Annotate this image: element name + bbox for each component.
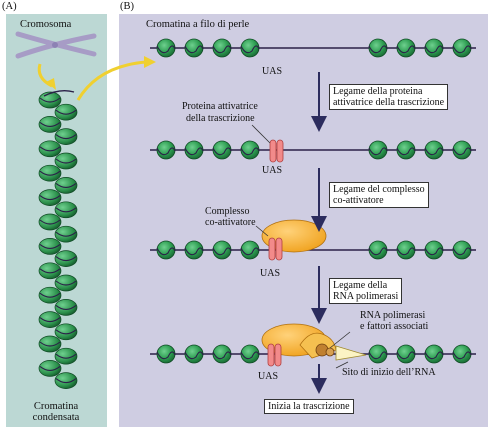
coactivator-complex-stage-3: [262, 220, 326, 260]
nucleosome: [425, 39, 443, 57]
activator-label-line-1: Proteina attivatrice: [182, 101, 258, 112]
nucleosome: [185, 345, 203, 363]
polymerase-label-line-2: e fattori associati: [360, 321, 429, 332]
nucleosome: [397, 39, 415, 57]
step-2-line-2: co-attivatore: [333, 195, 384, 206]
nucleosome: [241, 345, 259, 363]
nucleosome: [213, 141, 231, 159]
step-3-line-2: RNA polimerasi: [333, 291, 399, 302]
nucleosome: [369, 241, 387, 259]
nucleosome: [397, 141, 415, 159]
uas-label-2: UAS: [262, 165, 283, 176]
step-3-box: [329, 278, 402, 304]
nucleosome: [369, 39, 387, 57]
activator-label-line-2: della trascrizione: [186, 113, 255, 124]
condensed-label-line-1: Cromatina: [33, 401, 79, 412]
nucleosome: [157, 345, 175, 363]
panel-b-label: (B): [120, 1, 134, 12]
activator-protein-stage-2: [270, 140, 283, 162]
uas-label-3: UAS: [260, 268, 281, 279]
nucleosome: [213, 345, 231, 363]
step-1-line-1: Legame della proteina: [333, 86, 423, 97]
nucleosome: [213, 241, 231, 259]
condensed-chromatin-fiber: [39, 91, 77, 389]
callout-activator: [252, 125, 270, 143]
preinitiation-complex-stage-4: [262, 324, 366, 366]
nucleosome: [453, 345, 471, 363]
chromosome-label: Cromosoma: [20, 19, 72, 30]
chromosome-icon: [18, 34, 94, 56]
nucleosome: [453, 241, 471, 259]
dna-strand-1: [150, 39, 476, 57]
nucleosome: [425, 345, 443, 363]
beads-on-string-title: Cromatina a filo di perle: [146, 19, 250, 30]
step-1-line-2: attivatrice della trascrizione: [333, 97, 445, 108]
nucleosome: [157, 241, 175, 259]
nucleosome: [157, 39, 175, 57]
uas-label-1: UAS: [262, 66, 283, 77]
nucleosome: [185, 141, 203, 159]
nucleosome: [453, 141, 471, 159]
nucleosome: [185, 39, 203, 57]
nucleosome: [397, 241, 415, 259]
step-2-line-1: Legame del complesso: [333, 184, 425, 195]
nucleosome: [369, 141, 387, 159]
condensed-label-line-2: condensata: [32, 412, 80, 423]
nucleosome: [241, 39, 259, 57]
nucleosome: [369, 345, 387, 363]
start-site-label: Sito di inizio dell’RNA: [342, 367, 436, 378]
nucleosome: [241, 141, 259, 159]
nucleosome: [185, 241, 203, 259]
panel-a-label: (A): [2, 1, 17, 12]
step-3-line-1: Legame della: [333, 280, 388, 291]
nucleosome: [397, 345, 415, 363]
zoom-arrow-right-head: [144, 56, 156, 68]
nucleosome: [241, 241, 259, 259]
dna-strand-2: [150, 141, 476, 159]
step-1-box: [329, 84, 448, 110]
zoom-arrow-right: [78, 62, 146, 100]
nucleosome: [425, 241, 443, 259]
nucleosome: [425, 141, 443, 159]
coactivator-label-line-2: co-attivatore: [205, 217, 256, 228]
step-2-box: [329, 182, 429, 208]
coactivator-label-line-1: Complesso: [205, 206, 250, 217]
nucleosome: [157, 141, 175, 159]
uas-label-4: UAS: [258, 371, 279, 382]
final-step-box: Inizia la trascrizione: [264, 399, 354, 414]
nucleosome: [213, 39, 231, 57]
nucleosome: [453, 39, 471, 57]
polymerase-label-line-1: RNA polimerasi: [360, 310, 426, 321]
